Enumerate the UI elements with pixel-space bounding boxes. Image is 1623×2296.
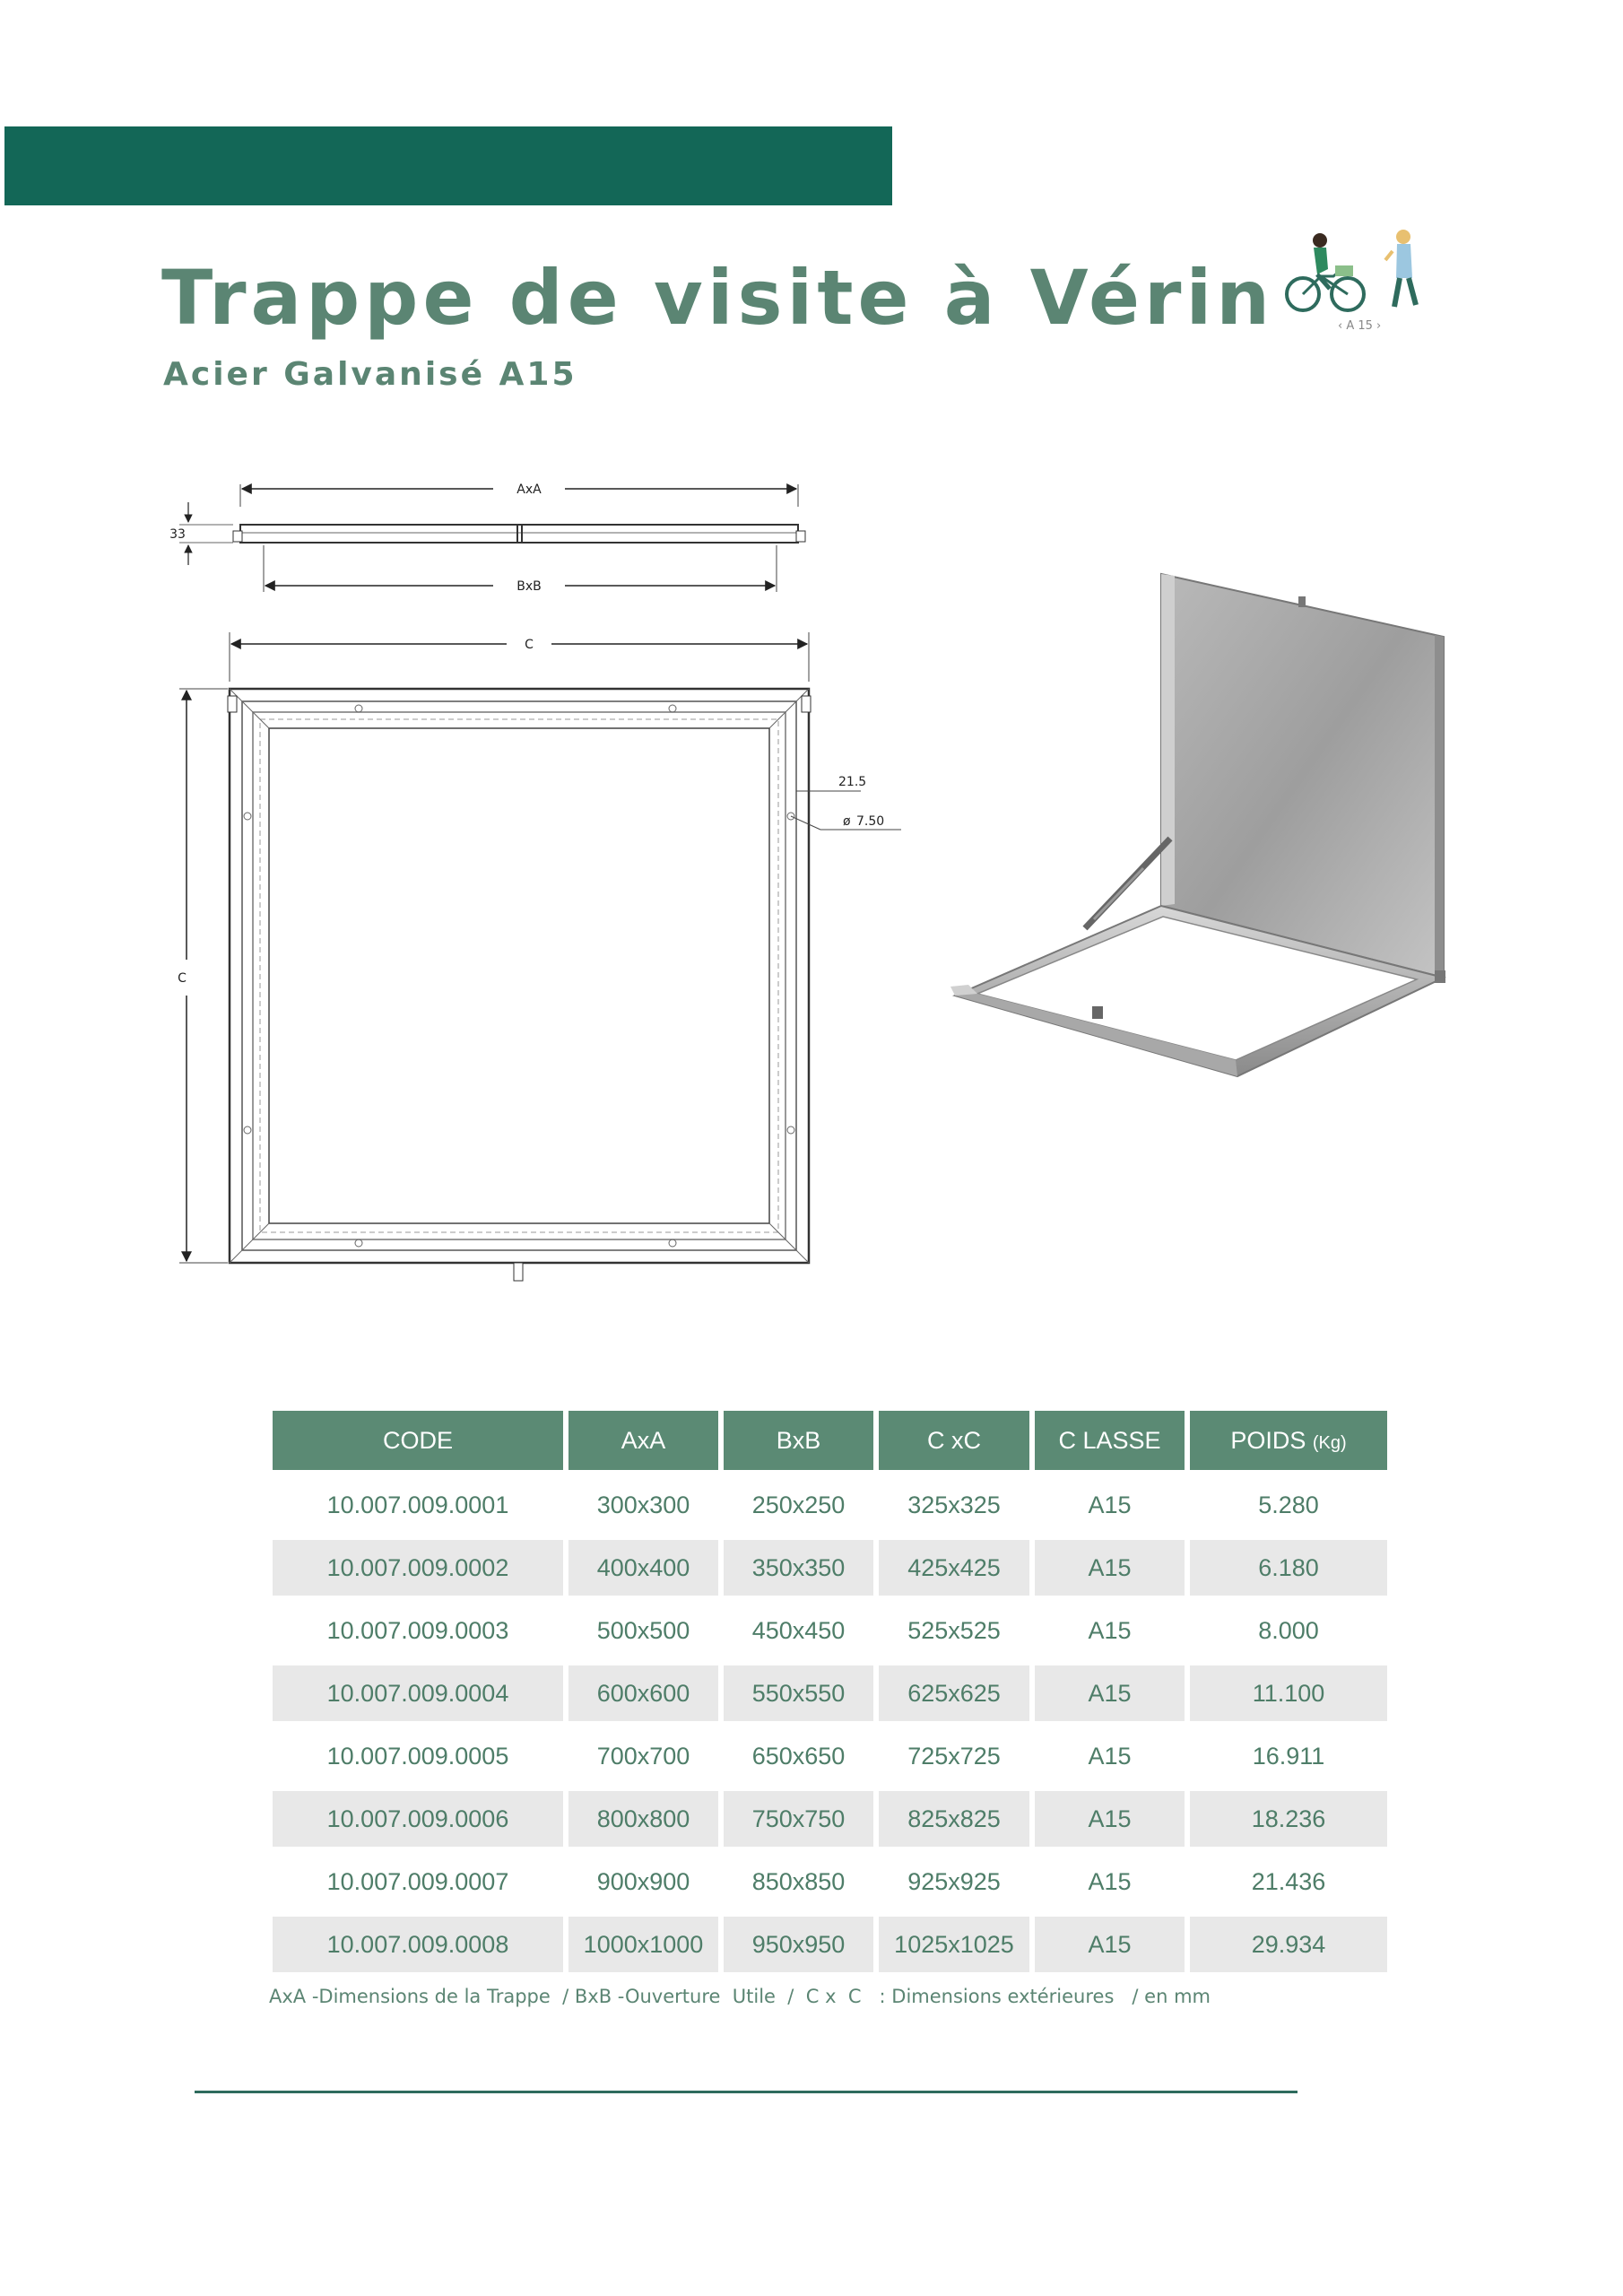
cell-classe: A15 xyxy=(1088,1867,1132,1895)
cell-poids: 11.100 xyxy=(1190,1665,1387,1721)
page-subtitle: Acier Galvanisé A15 xyxy=(163,356,577,393)
cell-poids: 18.236 xyxy=(1190,1791,1387,1847)
cell-classe: A15 xyxy=(1035,1665,1185,1721)
cell-poids: 6.180 xyxy=(1190,1540,1387,1596)
table-row xyxy=(273,1854,1387,1909)
cell-bxb: 950x950 xyxy=(724,1917,873,1972)
spec-table xyxy=(267,1404,1393,1979)
cell-classe: A15 xyxy=(1088,1491,1132,1518)
cell-code: 10.007.009.0005 xyxy=(326,1742,509,1770)
dim-c-side-label: C xyxy=(178,971,187,986)
cell-axa: 900x900 xyxy=(596,1867,690,1895)
cell-poids: 5.280 xyxy=(1258,1491,1319,1518)
top-view xyxy=(178,632,901,1281)
cell-classe: A15 xyxy=(1088,1742,1132,1770)
cell-axa: 800x800 xyxy=(568,1791,718,1847)
cell-axa: 400x400 xyxy=(568,1540,718,1596)
technical-drawing xyxy=(152,457,924,1300)
page-title: Trappe de visite à Vérin xyxy=(161,254,1275,342)
cell-code: 10.007.009.0003 xyxy=(326,1616,509,1644)
cell-axa: 300x300 xyxy=(596,1491,690,1518)
table-row xyxy=(273,1791,1387,1847)
header-poids xyxy=(1190,1411,1387,1470)
cell-cxc: 825x825 xyxy=(879,1791,1029,1847)
header-classe: C LASSE xyxy=(1035,1411,1185,1470)
cell-classe: A15 xyxy=(1088,1616,1132,1644)
dim-axa-label: AxA xyxy=(516,483,542,497)
cell-cxc: 725x725 xyxy=(907,1742,1001,1770)
cell-cxc: 1025x1025 xyxy=(879,1917,1029,1972)
cell-code: 10.007.009.0007 xyxy=(326,1867,509,1895)
cell-bxb: 850x850 xyxy=(751,1867,846,1895)
cell-bxb: 750x750 xyxy=(724,1791,873,1847)
dim-21-5-label: 21.5 xyxy=(838,775,867,789)
diameter-symbol: ø xyxy=(843,814,851,829)
dim-bxb-label: BxB xyxy=(516,579,542,594)
table-row xyxy=(273,1665,1387,1721)
cell-code: 10.007.009.0006 xyxy=(273,1791,563,1847)
cell-poids: 21.436 xyxy=(1251,1867,1326,1895)
header-axa: AxA xyxy=(568,1411,718,1470)
cell-cxc: 625x625 xyxy=(879,1665,1029,1721)
cell-code: 10.007.009.0001 xyxy=(326,1491,509,1518)
table-row xyxy=(273,1917,1387,1972)
cell-code: 10.007.009.0004 xyxy=(273,1665,563,1721)
dim-33-label: 33 xyxy=(169,527,186,542)
cell-axa: 500x500 xyxy=(596,1616,690,1644)
cyclist-icon xyxy=(1287,233,1364,310)
cell-bxb: 650x650 xyxy=(751,1742,846,1770)
product-render xyxy=(950,565,1462,1085)
cell-classe: A15 xyxy=(1035,1917,1185,1972)
cell-bxb: 350x350 xyxy=(724,1540,873,1596)
cell-bxb: 250x250 xyxy=(751,1491,846,1518)
cell-cxc: 525x525 xyxy=(907,1616,1001,1644)
cell-code: 10.007.009.0002 xyxy=(273,1540,563,1596)
header-cxc: C xC xyxy=(879,1411,1029,1470)
header-poids-label: POIDS xyxy=(1230,1426,1306,1454)
badge-label: ‹ A 15 › xyxy=(1338,319,1382,333)
cell-code: 10.007.009.0008 xyxy=(273,1917,563,1972)
cell-poids: 16.911 xyxy=(1252,1742,1325,1770)
table-row xyxy=(273,1540,1387,1596)
cell-poids: 8.000 xyxy=(1258,1616,1319,1644)
header-poids-unit: (Kg) xyxy=(1312,1432,1347,1453)
dim-7-50-label: 7.50 xyxy=(856,814,885,829)
dim-c-top-label: C xyxy=(525,638,534,652)
cell-axa: 700x700 xyxy=(596,1742,690,1770)
cell-classe: A15 xyxy=(1035,1791,1185,1847)
cell-poids: 29.934 xyxy=(1190,1917,1387,1972)
cell-classe: A15 xyxy=(1035,1540,1185,1596)
header-code: CODE xyxy=(273,1411,563,1470)
cell-axa: 600x600 xyxy=(568,1665,718,1721)
footer-divider xyxy=(195,2091,1298,2093)
side-view xyxy=(169,483,805,594)
pedestrian-icon xyxy=(1385,230,1416,307)
cell-bxb: 450x450 xyxy=(751,1616,846,1644)
table-header-row xyxy=(273,1411,1387,1470)
table-footnote: AxA -Dimensions de la Trappe / BxB -Ouverture Utile / C x C : Dimensions extérieures / en mm xyxy=(269,1986,1211,2007)
cell-cxc: 925x925 xyxy=(907,1867,1001,1895)
header-bar xyxy=(4,126,892,205)
cell-bxb: 550x550 xyxy=(724,1665,873,1721)
table-row xyxy=(273,1603,1387,1658)
cell-cxc: 325x325 xyxy=(907,1491,1001,1518)
table-row xyxy=(273,1477,1387,1533)
cell-cxc: 425x425 xyxy=(879,1540,1029,1596)
header-bxb: BxB xyxy=(724,1411,873,1470)
cell-axa: 1000x1000 xyxy=(568,1917,718,1972)
table-row xyxy=(273,1728,1387,1784)
